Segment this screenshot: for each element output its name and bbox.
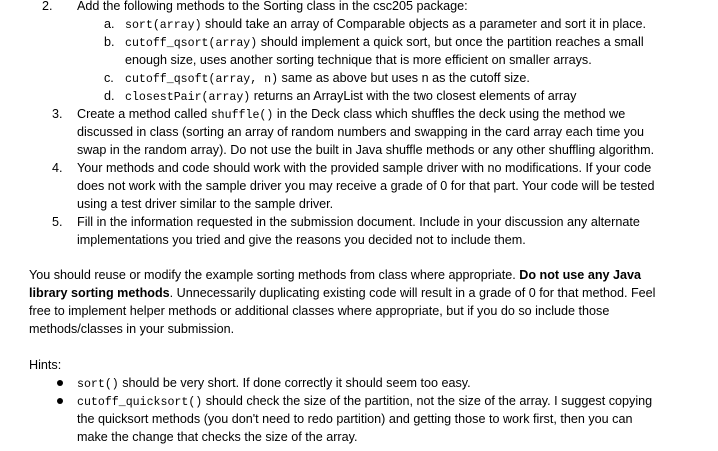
item-3-line-2: discussed in class (sorting an array of random numbers and swapping in the card array each time you <box>77 125 645 139</box>
item-2b-text: should implement a quick sort, but once the partition reaches a small <box>257 35 644 49</box>
item-2c-label: c. <box>104 71 114 85</box>
item-5-line-2: implementations you tried and give the reasons you decided not to include them. <box>77 233 526 247</box>
hint-1-text: should be very short. If done correctly it should seem too easy. <box>118 376 471 390</box>
para-l2-post: . Unnecessarily duplicating existing code will result in a grade of 0 for that method. Feel <box>169 286 656 300</box>
item-2d-text: returns an ArrayList with the two closest elements of array <box>250 89 577 103</box>
item-4-line-2: does not work with the sample driver you may receive a grade of 0 for that part. Your code will be tested <box>77 179 655 193</box>
item-2b-line-2: enough size, uses another sorting technique that is more efficient on smaller arrays. <box>125 53 592 67</box>
para-line-2 <box>29 284 655 302</box>
item-3-pre: Create a method called <box>77 107 211 121</box>
item-2c-text: same as above but uses n as the cutoff size. <box>278 71 530 85</box>
item-5-line-1: Fill in the information requested in the submission document. Include in your discussion any alternate <box>77 215 640 229</box>
item-2-number: 2. <box>42 0 53 13</box>
item-4-line-3: using a test driver similar to the sample driver. <box>77 197 334 211</box>
item-2d-label: d. <box>104 89 115 103</box>
item-3-line-1 <box>77 105 625 125</box>
method-cutoff-qsoft-code: cutoff_qsoft(array, n) <box>125 73 279 86</box>
item-2-text: Add the following methods to the Sorting class in the csc205 package: <box>77 0 468 13</box>
para-line-3: free to implement helper methods or additional classes where appropriate, but if you do so include those <box>29 304 610 318</box>
para-l1-pre: You should reuse or modify the example sorting methods from class where appropriate. <box>29 268 520 282</box>
bullet-icon <box>57 398 63 404</box>
item-3-post: in the Deck class which shuffles the deck using the method we <box>273 107 626 121</box>
item-2a-label: a. <box>104 17 115 31</box>
item-4-number: 4. <box>52 161 63 175</box>
hint-1-line <box>77 374 471 394</box>
para-line-1 <box>29 266 641 284</box>
hint-2-code: cutoff_quicksort() <box>77 396 203 409</box>
item-3-number: 3. <box>52 107 63 121</box>
hints-title: Hints: <box>29 358 62 372</box>
item-5-number: 5. <box>52 215 63 229</box>
hint-2-line-2: the quicksort methods (you don't need to redo partition) and getting those to work first, then you can <box>77 412 633 426</box>
para-line-4: methods/classes in your submission. <box>29 322 235 336</box>
hint-1-code: sort() <box>77 378 119 391</box>
item-2b-line <box>125 33 644 53</box>
para-l2-bold: library sorting methods <box>29 286 170 300</box>
item-2c-line <box>125 69 530 89</box>
method-cutoff-qsort-code: cutoff_qsort(array) <box>125 37 258 50</box>
method-sort-code: sort(array) <box>125 19 202 32</box>
hint-2-text: should check the size of the partition, not the size of the array. I suggest copying <box>202 394 653 408</box>
bullet-icon <box>57 380 63 386</box>
item-4-line-1: Your methods and code should work with the provided sample driver with no modifications. If your code <box>77 161 652 175</box>
item-2b-label: b. <box>104 35 115 49</box>
item-3-line-3: swap in the random array). Do not use the built in Java shuffle methods or any other shuffling algorithm. <box>77 143 655 157</box>
method-closest-pair-code: closestPair(array) <box>125 91 251 104</box>
item-2d-line <box>125 87 576 107</box>
item-2a-text: should take an array of Comparable objects as a parameter and sort it in place. <box>201 17 647 31</box>
hint-2-line-1 <box>77 392 652 412</box>
item-2a-line <box>125 15 646 35</box>
hint-2-line-3: make the change that checks the size of the array. <box>77 430 358 444</box>
para-l1-bold: Do not use any Java <box>519 268 642 282</box>
method-shuffle-code: shuffle() <box>210 109 274 122</box>
